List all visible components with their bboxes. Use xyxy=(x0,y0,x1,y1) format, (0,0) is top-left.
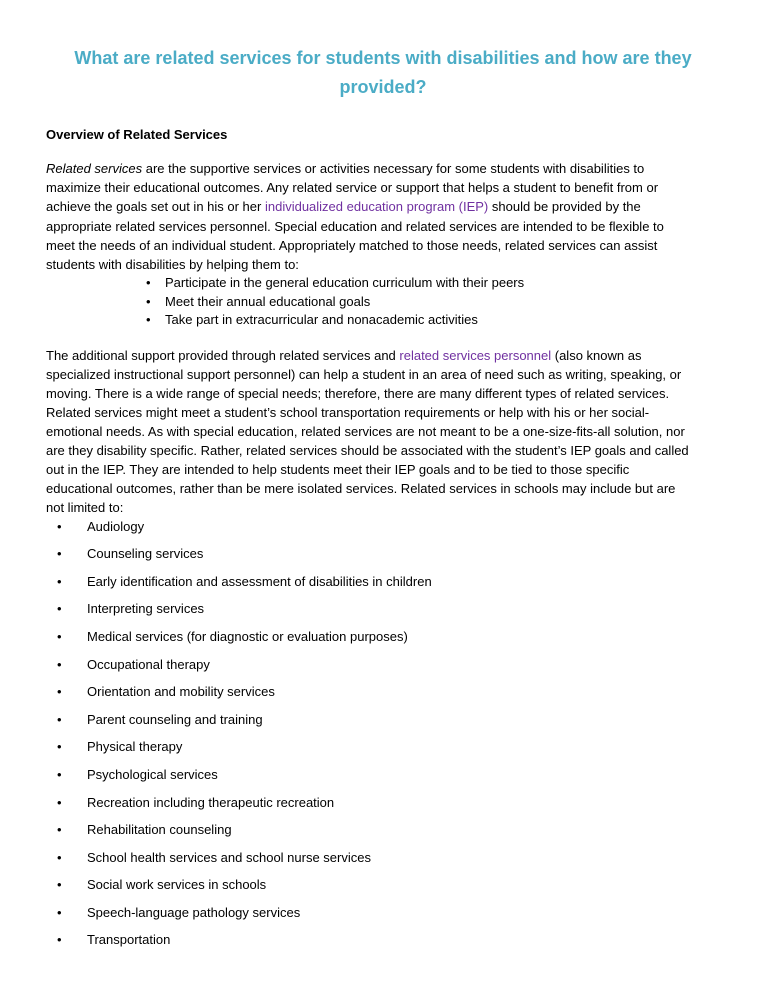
bullet-icon: • xyxy=(57,546,62,562)
support-goals-list xyxy=(46,274,696,330)
support-paragraph xyxy=(46,346,696,518)
intro-paragraph xyxy=(46,159,696,274)
bullet-icon: • xyxy=(146,293,151,309)
bullet-icon: • xyxy=(57,932,62,948)
list-item: • Physical therapy xyxy=(57,739,183,755)
list-item: • Early identification and assessment of disabilities in children xyxy=(57,573,432,589)
list-item: • Speech-language pathology services xyxy=(57,904,301,920)
bullet-icon: • xyxy=(57,766,62,782)
list-item: • Audiology xyxy=(57,518,145,534)
list-item: • Recreation including therapeutic recreation xyxy=(57,794,335,810)
bullet-icon: • xyxy=(57,877,62,893)
section-heading: Overview of Related Services xyxy=(46,127,228,142)
list-item: • Participate in the general education curriculum with their peers xyxy=(146,274,696,293)
list-item: • Social work services in schools xyxy=(57,877,267,893)
page-title: What are related services for students with disabilities and how are they provided? xyxy=(74,48,692,97)
bullet-icon: • xyxy=(57,849,62,865)
list-item: • Occupational therapy xyxy=(57,656,210,672)
bullet-icon: • xyxy=(57,684,62,700)
related-services-list xyxy=(46,518,696,950)
list-item: • Medical services (for diagnostic or evaluation purposes) xyxy=(57,628,408,644)
bullet-icon: • xyxy=(57,822,62,838)
list-item: • Take part in extracurricular and nonacademic activities xyxy=(146,311,696,330)
bullet-icon: • xyxy=(57,601,62,617)
bullet-icon: • xyxy=(57,739,62,755)
personnel-link[interactable]: related services personnel xyxy=(399,347,552,363)
list-item: • School health services and school nurse services xyxy=(57,849,371,865)
support-text-b: (also known as specialized instructional support personnel) can help a student in an area of need such as writing, speaking, or moving. There is a wide range of special needs; therefore, there are many different types of related services. Related services might meet a student’s school transportation requirements or help with his or her social-emotional needs. As with special education, related services are not meant to be a one-size-fits-all solution, nor are they disability specific. Rather, related services should be associated with the student’s IEP goals and called out in the IEP. They are intended to help students meet their IEP goals and to be tied to those specific educational outcomes, rather than be mere isolated services. Related services in schools may include but are not limited to: xyxy=(46,347,689,516)
bullet-icon: • xyxy=(57,518,62,534)
intro-text-b: should be provided by the appropriate related services personnel. Special education and related services are intended to be flexible to meet the needs of an individual student. Appropriately matched to those needs, related services can assist students with disabilities by helping them to: xyxy=(46,199,664,273)
list-item: • Counseling services xyxy=(57,546,204,562)
iep-link[interactable]: individualized education program (IEP) xyxy=(264,199,489,215)
list-item: • Orientation and mobility services xyxy=(57,684,275,700)
intro-text-a: are the supportive services or activities necessary for some students with disabilities to maximize their educational outcomes. Any related service or support that helps a student to benefit from or achieve the goals set out in his or her xyxy=(46,161,659,215)
bullet-icon: • xyxy=(57,711,62,727)
bullet-icon: • xyxy=(146,312,151,328)
bullet-icon: • xyxy=(57,628,62,644)
list-item: • Parent counseling and training xyxy=(57,711,263,727)
list-item: • Interpreting services xyxy=(57,601,205,617)
bullet-icon: • xyxy=(57,573,62,589)
bullet-icon: • xyxy=(57,794,62,810)
list-item: • Transportation xyxy=(57,932,171,948)
list-item: • Meet their annual educational goals xyxy=(146,293,696,312)
support-text-a: The additional support provided through related services and xyxy=(46,347,400,363)
bullet-icon: • xyxy=(146,275,151,291)
list-item: • Rehabilitation counseling xyxy=(57,822,232,838)
related-services-term: Related services xyxy=(46,161,143,176)
list-item: • Psychological services xyxy=(57,766,218,782)
bullet-icon: • xyxy=(57,656,62,672)
bullet-icon: • xyxy=(57,904,62,920)
